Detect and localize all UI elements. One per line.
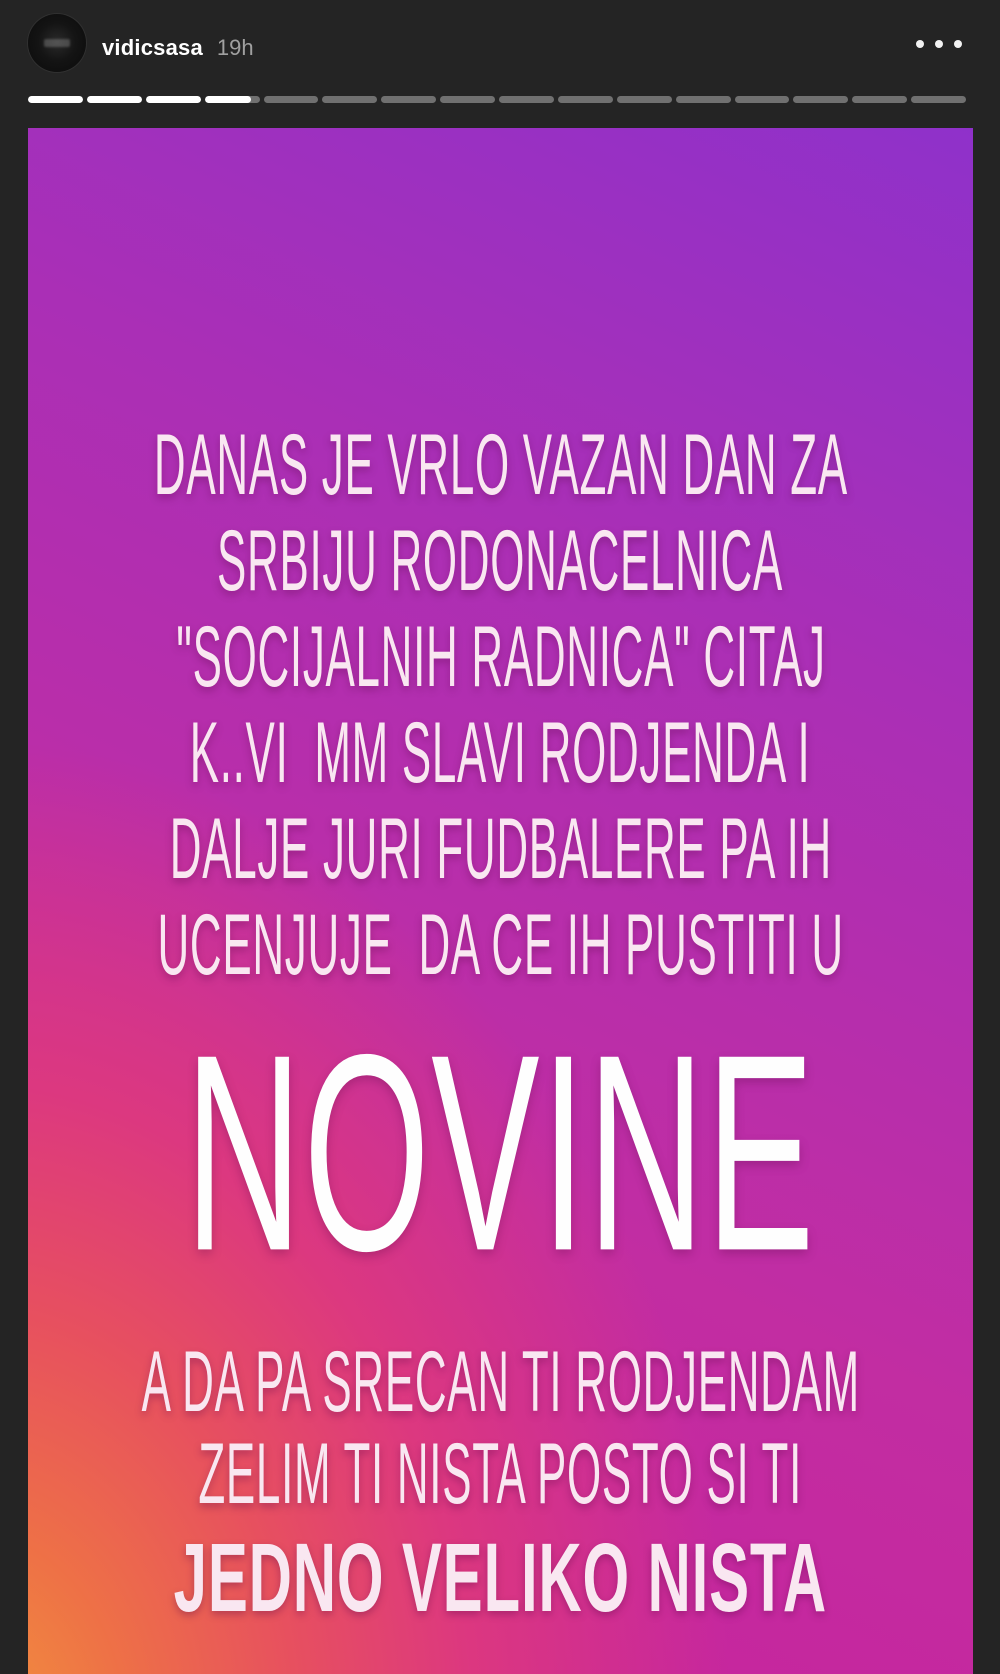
progress-segment (264, 96, 319, 103)
story-text-line: UCENJUJE DA CE IH PUSTITI U (157, 895, 844, 993)
story-headline (28, 995, 973, 1309)
story-text-line: A DA PA SRECAN TI RODJENDAM (141, 1332, 860, 1430)
progress-segment (28, 96, 83, 103)
progress-segment (440, 96, 495, 103)
dot-icon (954, 40, 962, 48)
progress-segment (558, 96, 613, 103)
progress-segment (676, 96, 731, 103)
story-text-line: ZELIM TI NISTA POSTO SI TI (198, 1424, 803, 1522)
progress-segment (793, 96, 848, 103)
story-text-line: DALJE JURI FUDBALERE PA IH (169, 799, 832, 897)
progress-segment (87, 96, 142, 103)
username[interactable]: vidicsasa (102, 35, 203, 60)
story-text-bottom (28, 1332, 973, 1635)
story-text-top (28, 416, 973, 992)
avatar[interactable] (28, 14, 86, 72)
user-row (102, 0, 254, 96)
more-options-icon[interactable] (916, 0, 962, 88)
story-text-line: JEDNO VELIKO NISTA (173, 1522, 828, 1632)
headline-text: NOVINE (185, 995, 816, 1309)
progress-segment (381, 96, 436, 103)
story-progress-bar (28, 96, 966, 104)
dot-icon (916, 40, 924, 48)
progress-segment (735, 96, 790, 103)
dot-icon (935, 40, 943, 48)
progress-segment (205, 96, 260, 103)
story-text-line: SRBIJU RODONACELNICA (217, 511, 784, 609)
progress-segment (146, 96, 201, 103)
story-timestamp: 19h (216, 35, 254, 60)
progress-segment (322, 96, 377, 103)
progress-segment (911, 96, 966, 103)
story-header (0, 0, 1000, 96)
story-canvas[interactable] (28, 128, 973, 1674)
story-text-line: "SOCIJALNIH RADNICA" CITAJ (175, 607, 826, 705)
avatar-logo (44, 39, 70, 47)
story-text-line: DANAS JE VRLO VAZAN DAN ZA (153, 415, 848, 513)
progress-segment (617, 96, 672, 103)
progress-segment (852, 96, 907, 103)
story-text-line: K..VI MM SLAVI RODJENDA I (190, 703, 811, 801)
progress-segment (499, 96, 554, 103)
